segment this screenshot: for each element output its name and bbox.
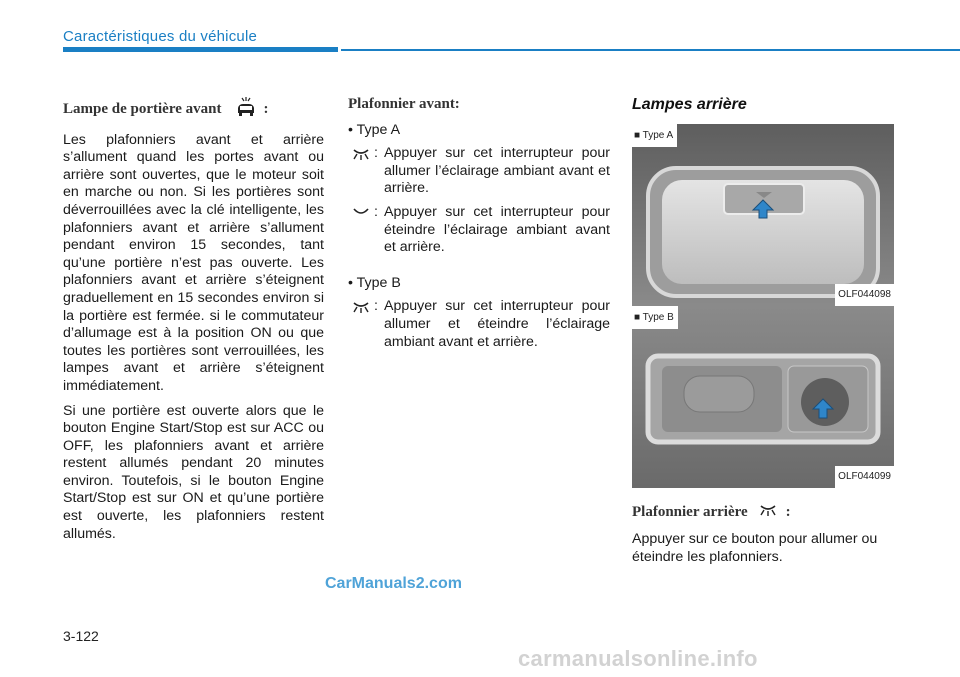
type-a-label: • Type A <box>348 121 401 138</box>
column-front-door-lamp <box>63 96 324 550</box>
column-front-ceiling-lamp <box>348 96 610 357</box>
ceiling-lamp-on-icon <box>758 502 778 524</box>
car-door-icon <box>235 96 257 124</box>
watermark-link[interactable]: CarManuals2.com <box>325 575 462 592</box>
photo-type-a-code: OLF044098 <box>835 284 894 306</box>
front-door-lamp-heading <box>63 96 324 124</box>
page-number: 3-122 <box>63 628 99 644</box>
type-a-item-on-colon: : <box>374 145 378 162</box>
type-a-item-on-text: Appuyer sur cet interrupteur pour allumer l’éclairage ambiant avant et arrière. <box>384 145 610 197</box>
rear-lamp-type-b-illustration <box>632 306 894 488</box>
rear-ceiling-lamp-heading-colon: : <box>785 503 791 520</box>
type-a-item-off <box>348 204 610 257</box>
header-rule-thick <box>63 47 338 52</box>
front-door-lamp-heading-colon: : <box>263 101 269 117</box>
front-door-lamp-paragraph-2: Si une portière est ouverte alors que le bouton Engine Start/Stop est sur ACC ou OFF, les plafonniers avant et arrière restent allumés pendant 20 minutes environ. Toutefois, si le bouton Engine Start/Stop est sur ON et qu’une portière est ouverte, les plafonniers restent allumés. <box>63 402 324 542</box>
ceiling-lamp-on-icon <box>348 298 374 351</box>
ceiling-lamp-on-icon <box>348 145 374 198</box>
front-ceiling-lamp-heading: Plafonnier avant: <box>348 96 460 112</box>
type-a-item-off-text: Appuyer sur cet interrupteur pour éteindre l’éclairage ambiant avant et arrière. <box>384 203 610 256</box>
type-b-item <box>348 298 610 351</box>
header-rule-thin <box>341 49 960 51</box>
photo-type-b <box>632 306 894 488</box>
section-title: Caractéristiques du véhicule <box>63 28 258 45</box>
type-b-item-text: Appuyer sur cet interrupteur pour allumer et éteindre l’éclairage ambiant avant et arrière. <box>384 298 610 350</box>
rear-lamps-heading: Lampes arrière <box>632 96 747 113</box>
type-a-item-on <box>348 145 610 198</box>
rear-lamp-type-a-illustration <box>632 124 894 306</box>
rear-ceiling-lamp-heading-text: Plafonnier arrière <box>632 503 748 520</box>
front-door-lamp-paragraph-1: Les plafonniers avant et arrière s’allument quand les portes avant ou arrière sont ouvertes, que le moteur soit en marche ou non. Si les portières sont déverrouillées avec la clé intelligente, les plafonniers avant et arrière s’allument pendant environ 15 secondes, tant qu’une portière n’est pas ouverte. Les plafonniers avant et arrière s’éteignent graduellement en 15 secondes environ si la portière est fermée. si le commutateur d’allumage est à la position ON ou que toutes les portières sont verrouillées, les lampes avant et arrière s’éteignent immédiatement. <box>63 131 324 394</box>
ceiling-lamp-off-icon <box>348 204 374 257</box>
photo-type-b-tag: ■ Type B <box>632 306 678 330</box>
rear-ceiling-lamp-heading <box>632 502 894 524</box>
rear-ceiling-lamp-paragraph: Appuyer sur ce bouton pour allumer ou éteindre les plafonniers. <box>632 531 878 565</box>
type-b-label: • Type B <box>348 274 401 291</box>
type-a-item-off-colon: : <box>374 203 378 220</box>
watermark-bottom: carmanualsonline.info <box>518 646 758 671</box>
photo-type-b-code: OLF044099 <box>835 466 894 488</box>
photo-type-a <box>632 124 894 306</box>
type-b-item-colon: : <box>374 298 378 315</box>
photo-type-a-tag: ■ Type A <box>632 124 677 148</box>
front-door-lamp-heading-text: Lampe de portière avant <box>63 101 222 117</box>
column-rear-lamps <box>632 96 894 573</box>
